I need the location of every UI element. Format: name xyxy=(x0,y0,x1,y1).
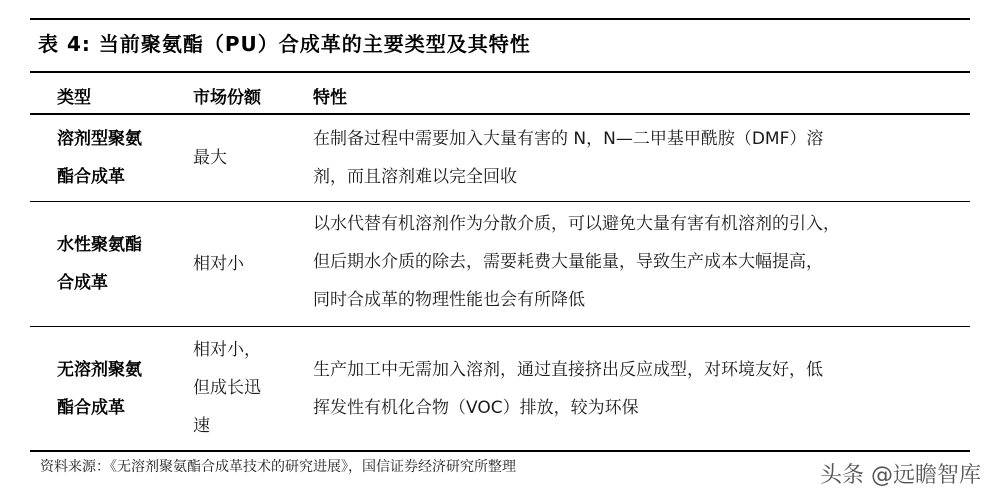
share-line: 但成长迅 xyxy=(193,378,261,398)
row-divider xyxy=(30,326,970,327)
source-note: 资料来源：《无溶剂聚氨酯合成革技术的研究进展》，国信证券经济研究所整理 xyxy=(40,459,516,475)
bottom-rule xyxy=(30,450,970,452)
type-line: 溶剂型聚氨 xyxy=(57,129,142,149)
type-line: 酯合成革 xyxy=(57,398,125,418)
header-rule xyxy=(30,113,970,115)
type-cell xyxy=(57,351,142,427)
row-divider xyxy=(30,201,970,202)
feature-line: 同时合成革的物理性能也会有所降低 xyxy=(313,290,585,310)
share-line: 相对小， xyxy=(193,340,261,360)
column-header-type: 类型 xyxy=(57,88,91,108)
share-cell xyxy=(193,245,244,283)
feature-line: 生产加工中无需加入溶剂，通过直接挤出反应成型，对环境友好，低 xyxy=(313,360,823,380)
feature-line: 以水代替有机溶剂作为分散介质，可以避免大量有害有机溶剂的引入， xyxy=(313,214,840,234)
type-line: 酯合成革 xyxy=(57,167,125,187)
share-line: 相对小 xyxy=(193,254,244,274)
type-line: 水性聚氨酯 xyxy=(57,235,142,255)
column-header-feature: 特性 xyxy=(313,88,347,108)
feature-line: 剂，而且溶剂难以完全回收 xyxy=(313,167,517,187)
table-title: 表 4: 当前聚氨酯（PU）合成革的主要类型及其特性 xyxy=(38,32,531,56)
type-cell xyxy=(57,226,142,302)
type-line: 无溶剂聚氨 xyxy=(57,360,142,380)
feature-line: 在制备过程中需要加入大量有害的 N，N—二甲基甲酰胺（DMF）溶 xyxy=(313,129,824,149)
share-line: 速 xyxy=(193,416,210,436)
share-cell xyxy=(193,331,261,445)
feature-cell xyxy=(313,351,823,427)
title-rule xyxy=(30,71,970,73)
share-cell xyxy=(193,139,227,177)
top-rule xyxy=(30,18,970,20)
feature-cell xyxy=(313,205,840,319)
feature-line: 挥发性有机化合物（VOC）排放，较为环保 xyxy=(313,398,639,418)
column-header-share: 市场份额 xyxy=(193,88,261,108)
share-line: 最大 xyxy=(193,148,227,168)
watermark: 头条 @远瞻智库 xyxy=(820,463,981,488)
type-line: 合成革 xyxy=(57,273,108,293)
feature-cell xyxy=(313,120,823,196)
type-cell xyxy=(57,120,142,196)
feature-line: 但后期水介质的除去，需要耗费大量能量，导致生产成本大幅提高， xyxy=(313,252,823,272)
